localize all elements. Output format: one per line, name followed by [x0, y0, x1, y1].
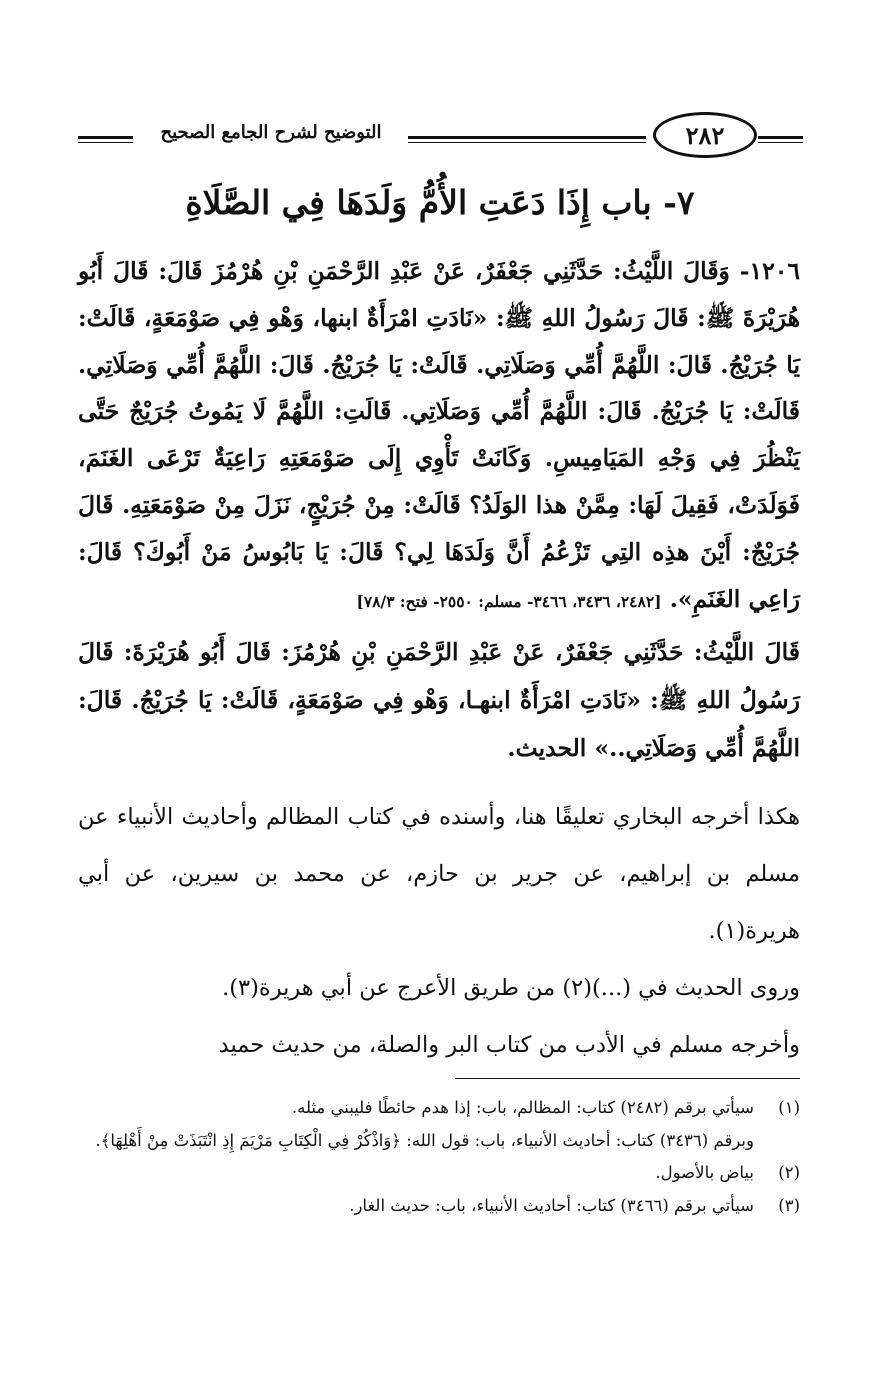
chapter-heading: ٧- باب إِذَا دَعَتِ الأُمُّ وَلَدَهَا فِي الصَّلَاةِ: [185, 183, 695, 222]
footnote-number: (١): [778, 1098, 800, 1117]
narration-paragraph: قَالَ اللَّيْثُ: حَدَّثَنِي جَعْفَرٌ، عَنْ عَبْدِ الرَّحْمَنِ بْنِ هُرْمُزَ: قَالَ أَبُو هُرَيْرَةَ: قَالَ رَسُولُ اللهِ ﷺ: «نَادَتِ امْرَأَةٌ ابنهـا، وَهْو فِي صَوْمَعَةٍ، قَالَتْ: يَا جُرَيْجُ. قَالَ: اللَّهُمَّ أُمِّي وَصَلَاتِي..» الحديث.: [78, 638, 800, 762]
footnote: [78, 1157, 800, 1190]
commentary: [78, 789, 800, 1074]
header-rule-left: [78, 136, 133, 139]
commentary-paragraph: وروى الحديث في (...)(٢) من طريق الأعرج عن أبي هريرة(٣).: [222, 975, 800, 1001]
footnote-text: سيأتي برقم (٣٤٦٦) كتاب: أحاديث الأنبياء، باب: حديث الغار.: [349, 1195, 754, 1215]
footnotes: [78, 1092, 800, 1222]
header-rule-middle: [408, 136, 646, 139]
header-rule-right: [758, 136, 803, 139]
footnote-continuation: [78, 1125, 800, 1158]
footnote: [78, 1092, 800, 1125]
footnote-text: سيأتي برقم (٢٤٨٢) كتاب: المظالم، باب: إذا هدم حائطًا فليبني مثله.: [291, 1098, 754, 1117]
footnote-number: (٣): [778, 1195, 800, 1215]
footnote-text: وبرقم (٣٤٣٦) كتاب: أحاديث الأنبياء، باب: قول الله: ﴿وَاذْكُرْ فِي الْكِتَابِ مَرْيَمَ إِذِ انْتَبَذَتْ مِنْ أَهْلِهَا﴾.: [95, 1130, 754, 1150]
commentary-paragraph: وأخرجه مسلم في الأدب من كتاب البر والصلة، من حديث حميد: [218, 1032, 800, 1058]
footnote-number: (٢): [778, 1163, 800, 1182]
footnote-text: بياض بالأصول.: [655, 1163, 754, 1182]
hadith-references: [٢٤٨٢، ٣٤٣٦، ٣٤٦٦- مسلم: ٢٥٥٠- فتح: ٧٨/٣]: [356, 591, 662, 611]
page-number: ٢٨٢: [685, 120, 725, 150]
footnote: [78, 1190, 800, 1223]
commentary-paragraph: هكذا أخرجه البخاري تعليقًا هنا، وأسنده في كتاب المظالم وأحاديث الأنبياء عن مسلم بن إبراهيم، عن جرير بن حازم، عن محمد بن سيرين، عن أبي هريرة(١).: [78, 804, 800, 944]
footnote-separator: [455, 1078, 800, 1079]
hadith-text: [78, 248, 800, 625]
page-number-badge: [653, 112, 757, 158]
running-title: التوضيح لشرح الجامع الصحيح: [160, 122, 382, 143]
hadith-body: ١٢٠٦- وَقَالَ اللَّيْثُ: حَدَّثَنِي جَعْفَرٌ، عَنْ عَبْدِ الرَّحْمَنِ بْنِ هُرْمُزَ قَالَ: قَالَ أَبُو هُرَيْرَةَ ﷺ: قَالَ رَسُولُ اللهِ ﷺ: «نَادَتِ امْرَأَةٌ ابنها، وَهْو فِي صَوْمَعَةٍ، قَالَتْ: يَا جُرَيْجُ. قَالَ: اللَّهُمَّ أُمِّي وَصَلَاتِي. قَالَتْ: يَا جُرَيْجُ. قَالَ: اللَّهُمَّ أُمِّي وَصَلَاتِي. قَالَتْ: يَا جُرَيْجُ. قَالَ: اللَّهُمَّ أُمِّي وَصَلَاتِي. قَالَتِ: اللَّهُمَّ لَا يَمُوتُ جُرَيْجٌ حَتَّى يَنْظُرَ فِي وَجْهِ المَيَامِيسِ. وَكَانَتْ تَأْوِي إِلَى صَوْمَعَتِهِ رَاعِيَةٌ تَرْعَى الغَنَمَ، فَوَلَدَتْ، فَقِيلَ لَهَا: مِمَّنْ هذا الوَلَدُ؟ قَالَتْ: مِنْ جُرَيْجٍ، نَزَلَ مِنْ صَوْمَعَتِهِ. قَالَ جُرَيْجٌ: أَيْنَ هذِه التِي تَزْعُمُ أَنَّ وَلَدَهَا لِي؟ قَالَ: يَا بَابُوسُ مَنْ أَبُوكَ؟ قَالَ: رَاعِي الغَنَمِ».: [78, 257, 800, 613]
running-header: [78, 110, 803, 160]
